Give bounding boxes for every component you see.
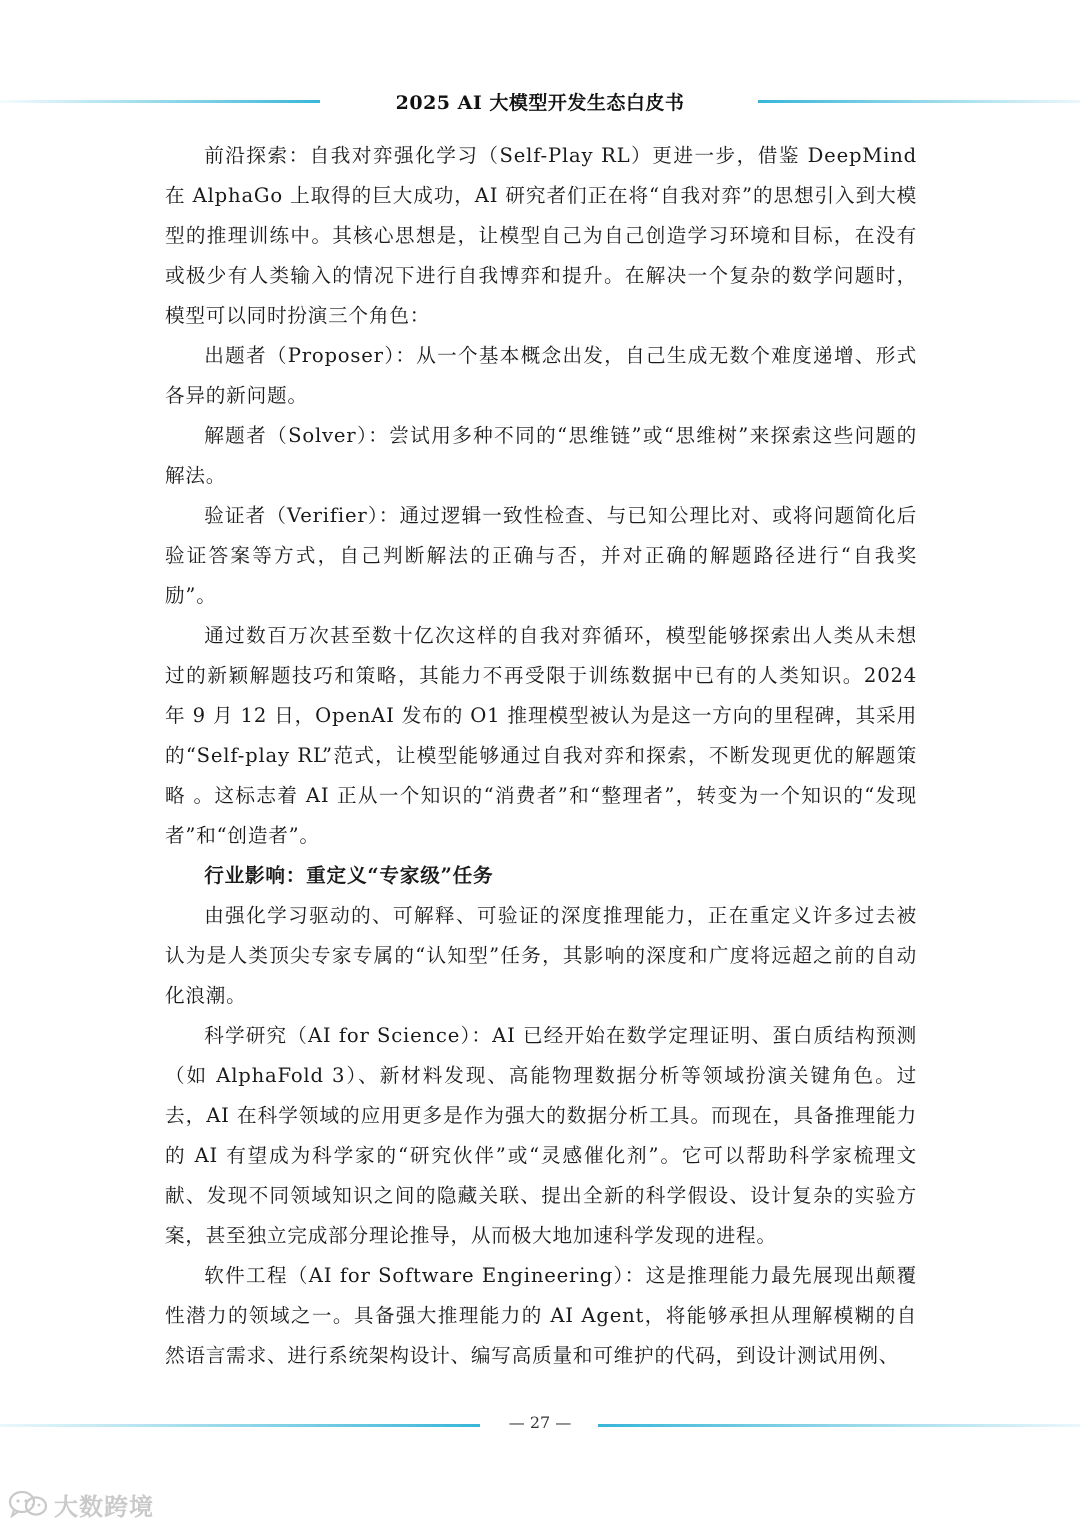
paragraph-verifier: 验证者（Verifier）：通过逻辑一致性检查、与已知公理比对、或将问题简化后验证答案等方式，自己判断解法的正确与否，并对正确的解题路径进行“自我奖励”。	[165, 504, 917, 607]
page-header-title: 2025 AI 大模型开发生态白皮书	[395, 92, 685, 114]
paragraph-self-play-intro: 前沿探索：自我对弈强化学习（Self-Play RL）更进一步，借鉴 DeepMind 在 AlphaGo 上取得的巨大成功，AI 研究者们正在将“自我对弈”的思想引入到大模型的推理训练中。其核心思想是，让模型自己为自己创造学习环境和目标，在没有或极少有人类输入的情况下进行自我博弈和提升。在解决一个复杂的数学问题时，模型可以同时扮演三个角色：	[165, 144, 917, 327]
paragraph-ai-for-software: 软件工程（AI for Software Engineering）：这是推理能力最先展现出颠覆性潜力的领域之一。具备强大推理能力的 AI Agent，将能够承担从理解模糊的自然语言需求、进行系统架构设计、编写高质量和可维护的代码，到设计测试用例、	[165, 1264, 917, 1367]
page-number: — 27 —	[508, 1413, 572, 1432]
watermark-text: 大数跨境	[54, 1492, 154, 1521]
section-heading-industry-impact: 行业影响：重定义“专家级”任务	[204, 864, 494, 887]
header-rule-left	[0, 100, 320, 103]
footer-rule-right	[598, 1424, 1080, 1427]
paragraph-self-play-loop: 通过数百万次甚至数十亿次这样的自我对弈循环，模型能够探索出人类从未想过的新颖解题技巧和策略，其能力不再受限于训练数据中已有的人类知识。2024 年 9 月 12 日，OpenAI 发布的 O1 推理模型被认为是这一方向的里程碑，其采用的“Self-play RL”范式，让模型能够通过自我对弈和探索，不断发现更优的解题策略 。这标志着 AI 正从一个知识的“消费者”和“整理者”，转变为一个知识的“发现者”和“创造者”。	[165, 624, 917, 847]
wechat-logo-icon	[8, 1490, 48, 1518]
paragraph-proposer: 出题者（Proposer）：从一个基本概念出发，自己生成无数个难度递增、形式各异的新问题。	[165, 344, 917, 407]
paragraph-solver: 解题者（Solver）：尝试用多种不同的“思维链”或“思维树”来探索这些问题的解法。	[165, 424, 917, 487]
watermark	[8, 1488, 154, 1520]
paragraph-industry-intro: 由强化学习驱动的、可解释、可验证的深度推理能力，正在重定义许多过去被认为是人类顶尖专家专属的“认知型”任务，其影响的深度和广度将远超之前的自动化浪潮。	[165, 904, 917, 1007]
header-rule-right	[758, 100, 1080, 103]
document-body	[165, 136, 917, 1376]
footer-rule-left	[0, 1424, 480, 1427]
paragraph-ai-for-science: 科学研究（AI for Science）：AI 已经开始在数学定理证明、蛋白质结构预测（如 AlphaFold 3）、新材料发现、高能物理数据分析等领域扮演关键角色。过去，AI 在科学领域的应用更多是作为强大的数据分析工具。而现在，具备推理能力的 AI 有望成为科学家的“研究伙伴”或“灵感催化剂”。它可以帮助科学家梳理文献、发现不同领域知识之间的隐藏关联、提出全新的科学假设、设计复杂的实验方案，甚至独立完成部分理论推导，从而极大地加速科学发现的进程。	[165, 1024, 917, 1247]
